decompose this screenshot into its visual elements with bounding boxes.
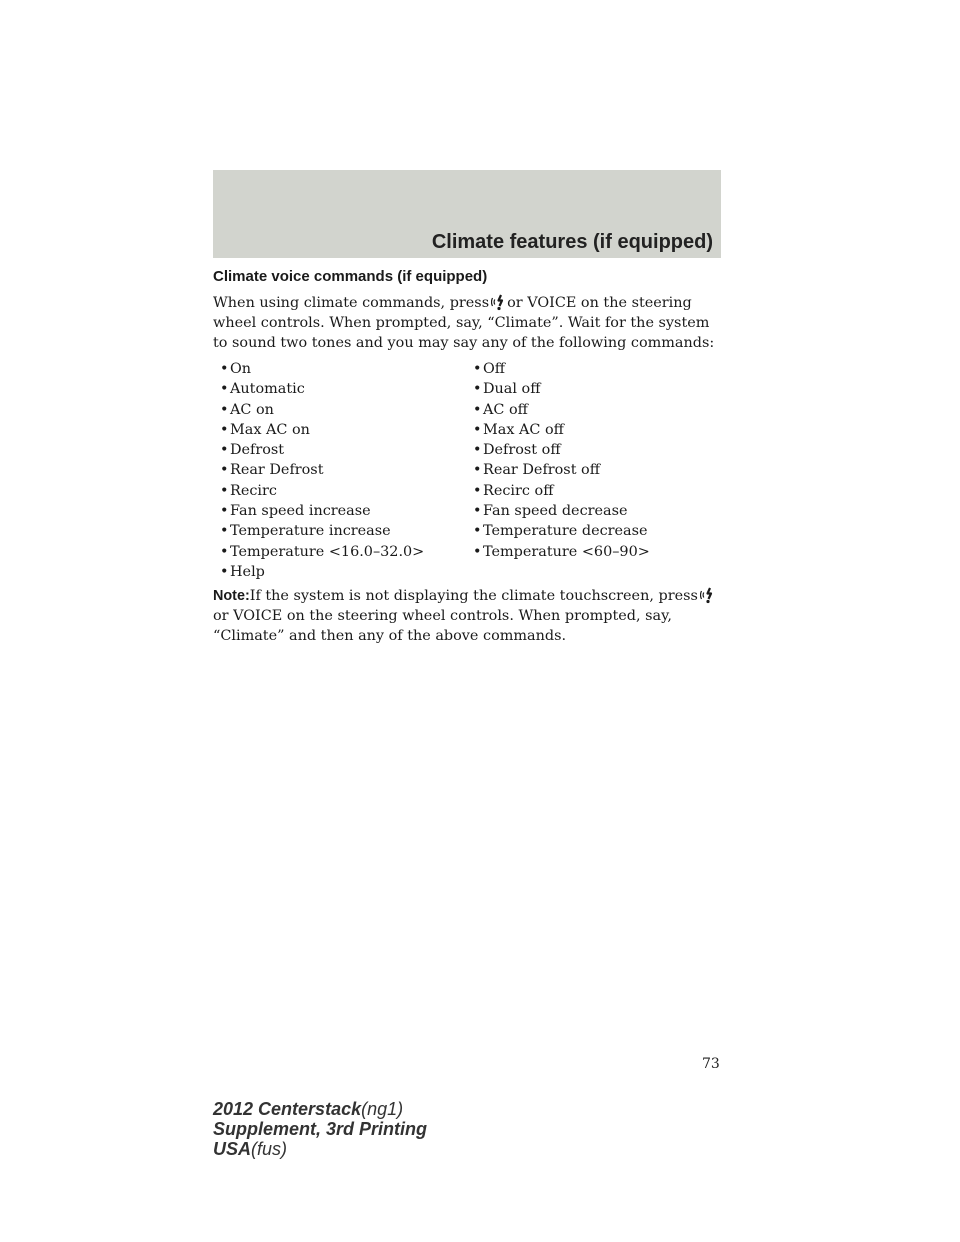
bullet-glyph: • — [220, 442, 229, 459]
footer-printing: Supplement, 3rd Printing — [213, 1119, 428, 1139]
bullet-glyph: • — [473, 482, 482, 499]
bullet-glyph: • — [473, 361, 482, 377]
chapter-header-band — [213, 170, 721, 258]
command-text: Temperature <60–90> — [483, 543, 650, 560]
command-list-item — [213, 359, 466, 379]
note-text-before-icon: If the system is not displaying the climate touchscreen, press — [249, 588, 698, 605]
voice-command-icon — [700, 586, 715, 606]
command-list-item — [466, 481, 719, 501]
command-text: Automatic — [230, 381, 305, 398]
command-list-item — [466, 542, 719, 562]
footer-market: USA — [213, 1139, 252, 1159]
command-text: Max AC on — [230, 421, 310, 438]
command-text: AC off — [483, 401, 528, 418]
intro-text-after-icon: or VOICE on the steering wheel controls. When prompted, say, “Climate”. Wait for the system to sound two tones and you may say any of the following commands: — [213, 295, 715, 351]
bullet-glyph: • — [220, 381, 229, 398]
bullet-glyph: • — [473, 421, 482, 438]
bullet-glyph: • — [220, 401, 229, 418]
command-text: Recirc — [230, 482, 277, 499]
footer-model: 2012 Centerstack — [213, 1099, 362, 1119]
bullet-glyph: • — [220, 563, 229, 580]
chapter-title: Climate features (if equipped) — [431, 231, 713, 253]
command-list-item — [213, 521, 466, 541]
command-text: Defrost — [230, 442, 285, 459]
footer-model-code: (ng1) — [361, 1099, 404, 1119]
command-list-item — [213, 420, 466, 440]
bullet-glyph: • — [473, 503, 482, 520]
command-text: Recirc off — [483, 482, 554, 499]
command-text: Temperature decrease — [483, 523, 648, 540]
command-text: On — [230, 361, 252, 377]
note-label: Note: — [213, 588, 250, 605]
bullet-glyph: • — [220, 503, 229, 520]
bullet-glyph: • — [220, 361, 229, 377]
bullet-glyph: • — [473, 462, 482, 479]
command-list-item — [466, 521, 719, 541]
bullet-glyph: • — [473, 381, 482, 398]
voice-command-icon — [491, 293, 506, 313]
command-text: Defrost off — [483, 442, 561, 459]
footer-line-1 — [213, 1099, 427, 1119]
command-text: Dual off — [483, 381, 541, 398]
command-text: Max AC off — [483, 421, 564, 438]
footer-market-code: (fus) — [251, 1139, 288, 1159]
command-text: AC on — [230, 401, 274, 418]
section-heading: Climate voice commands (if equipped) — [213, 268, 488, 285]
bullet-glyph: • — [473, 543, 482, 560]
bullet-glyph: • — [220, 421, 229, 438]
bullet-glyph: • — [220, 462, 229, 479]
command-text: Help — [230, 563, 265, 580]
bullet-glyph: • — [220, 523, 229, 540]
intro-text-before-icon: When using climate commands, press — [213, 295, 490, 311]
command-text: Fan speed decrease — [483, 503, 628, 520]
command-list-item — [466, 420, 719, 440]
command-text: Rear Defrost off — [483, 462, 600, 479]
command-list-item — [213, 481, 466, 501]
command-list-item — [213, 400, 466, 420]
command-list-item — [213, 542, 466, 562]
page-number: 73 — [702, 1056, 720, 1072]
command-list-item — [466, 501, 719, 521]
command-text: Rear Defrost — [230, 462, 324, 479]
command-list-item — [213, 501, 466, 521]
command-list-item — [213, 460, 466, 480]
bullet-glyph: • — [220, 482, 229, 499]
command-list-item — [466, 359, 719, 379]
bullet-glyph: • — [473, 523, 482, 540]
footer-line-2 — [213, 1119, 427, 1139]
command-list-item — [466, 440, 719, 460]
command-text: Temperature <16.0–32.0> — [230, 543, 425, 560]
footer-line-3 — [213, 1139, 427, 1159]
intro-paragraph — [213, 293, 728, 353]
command-list-item — [213, 440, 466, 460]
bullet-glyph: • — [220, 543, 229, 560]
print-footer — [213, 1099, 427, 1159]
note-paragraph — [213, 586, 728, 646]
command-list-item — [213, 379, 466, 399]
voice-command-list — [213, 359, 728, 582]
command-list-item — [466, 379, 719, 399]
bullet-glyph: • — [473, 401, 482, 418]
command-text: Fan speed increase — [230, 503, 371, 520]
command-text: Off — [483, 361, 506, 377]
page-content — [213, 267, 728, 646]
command-list-item — [466, 460, 719, 480]
command-text: Temperature increase — [230, 523, 391, 540]
bullet-glyph: • — [473, 442, 482, 459]
note-text-after-icon: or VOICE on the steering wheel controls. When prompted, say, “Climate” and then any of the above commands. — [213, 608, 672, 645]
command-list-item — [466, 400, 719, 420]
command-list-item — [213, 562, 466, 582]
